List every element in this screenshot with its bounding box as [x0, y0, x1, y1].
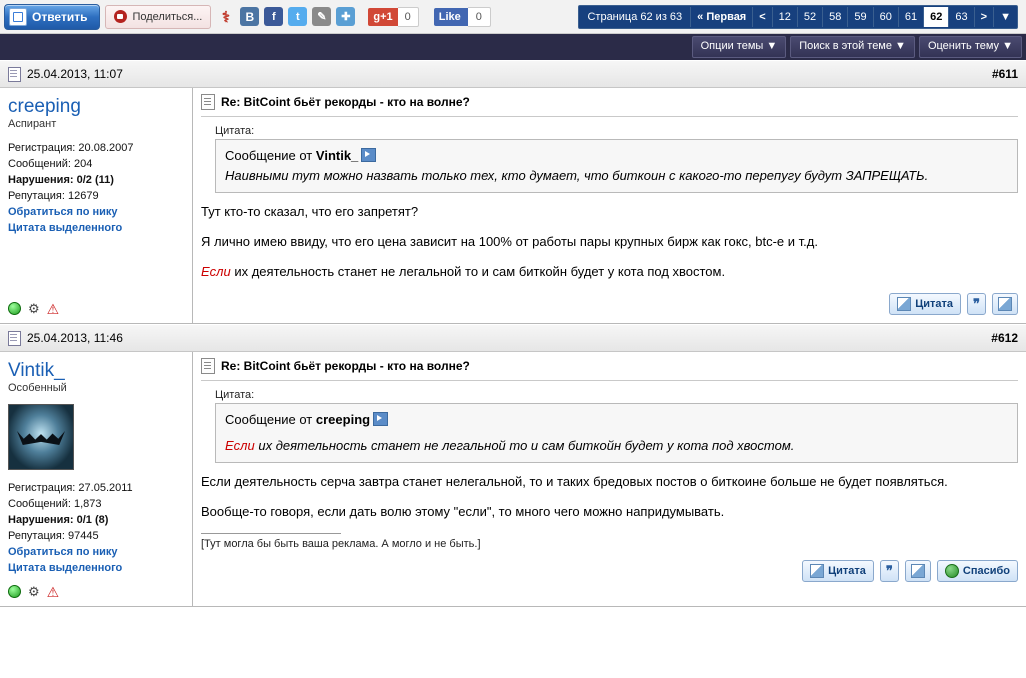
- goto-post-icon[interactable]: [361, 148, 376, 162]
- runet-icon[interactable]: ⚕: [221, 8, 230, 26]
- user-icon-row: [8, 302, 59, 315]
- share-icon: [114, 10, 127, 23]
- facebook-icon[interactable]: f: [264, 7, 283, 26]
- thanks-button[interactable]: [937, 560, 1018, 582]
- username-link[interactable]: Vintik_: [8, 360, 65, 381]
- user-rank: Аспирант: [8, 118, 57, 130]
- user-info: [0, 88, 193, 323]
- gplus-count: 0: [398, 7, 419, 27]
- page-prev-button[interactable]: <: [753, 7, 772, 27]
- quote-label: Цитата:: [215, 125, 255, 137]
- pencil-icon: [810, 564, 824, 578]
- quote-text-rest: их деятельность станет не легальной то и сам биткойн будет у кота под хвостом.: [254, 438, 795, 453]
- quote-button-label: Цитата: [915, 298, 953, 310]
- bat-icon: [17, 431, 65, 445]
- more-share-icon[interactable]: ✚: [336, 7, 355, 26]
- edit-button[interactable]: [992, 293, 1018, 315]
- quote-text: [225, 437, 1008, 455]
- thanks-button-label: Спасибо: [962, 565, 1010, 577]
- rate-thread-button[interactable]: Оценить тему ▼: [919, 36, 1022, 58]
- online-status-icon: [8, 585, 21, 598]
- fb-like-label: Like: [434, 8, 468, 26]
- post-number[interactable]: #611: [991, 67, 1018, 81]
- facebook-like[interactable]: [434, 7, 491, 27]
- post-header: [0, 60, 1026, 88]
- vkontakte-icon[interactable]: B: [240, 7, 259, 26]
- page-63-button[interactable]: 63: [949, 7, 974, 27]
- quote-source: [225, 411, 1008, 429]
- post-body: [0, 352, 1026, 606]
- post-title-text: Re: BitCoint бьёт рекорды - кто на волне?: [221, 359, 470, 373]
- quote-marks-icon: ❞: [885, 563, 893, 578]
- post-date: 25.04.2013, 11:46: [27, 331, 123, 345]
- page-62-current[interactable]: 62: [924, 7, 949, 27]
- post-number[interactable]: #612: [991, 331, 1018, 345]
- gplus-label: g+1: [368, 8, 397, 26]
- pencil-icon: [911, 564, 925, 578]
- post-title-icon: [201, 94, 215, 110]
- user-registration: Регистрация: 20.08.2007: [8, 142, 134, 154]
- post: [0, 60, 1026, 324]
- quote-source-user[interactable]: creeping: [315, 412, 371, 427]
- quote-source-prefix: Сообщение от: [225, 412, 313, 427]
- user-violations-value: 0/1 (8): [76, 514, 109, 526]
- signature-divider: [201, 533, 341, 534]
- quote-selected-link[interactable]: Цитата выделенного: [8, 222, 123, 234]
- quote-button[interactable]: [889, 293, 961, 315]
- google-plus-one[interactable]: [368, 7, 418, 27]
- warning-icon[interactable]: ⚠: [46, 300, 60, 317]
- post-title: [201, 94, 1018, 114]
- share-button[interactable]: [105, 5, 211, 29]
- fb-like-count: 0: [468, 7, 491, 27]
- user-messages: Сообщений: 204: [8, 158, 93, 170]
- signature-text: [Тут могла бы быть ваша реклама. А могло и не быть.]: [201, 538, 481, 550]
- post-title-icon: [201, 358, 215, 374]
- reply-button[interactable]: [4, 4, 100, 30]
- share-button-label: Поделиться...: [132, 10, 203, 23]
- post-title-text: Re: BitCoint бьёт рекорды - кто на волне?: [221, 95, 470, 109]
- search-thread-button[interactable]: Поиск в этой теме ▼: [790, 36, 915, 58]
- report-user-link[interactable]: Обратиться по нику: [8, 206, 118, 218]
- quote-label: Цитата:: [215, 389, 255, 401]
- page-58-button[interactable]: 58: [823, 7, 848, 27]
- quote-source: [225, 147, 1008, 165]
- page-next-button[interactable]: >: [975, 7, 994, 27]
- username-link[interactable]: creeping: [8, 96, 81, 117]
- post-paragraph: Вообще-то говоря, если дать волю этому "если", то много чего можно напридумывать.: [201, 504, 725, 519]
- user-violations: [8, 512, 184, 528]
- user-violations: [8, 172, 184, 188]
- online-status-icon: [8, 302, 21, 315]
- post-content: [193, 88, 1026, 323]
- quote-button[interactable]: [802, 560, 874, 582]
- reply-button-label: Ответить: [32, 9, 88, 24]
- pencil-icon: [998, 297, 1012, 311]
- twitter-icon[interactable]: t: [288, 7, 307, 26]
- quote-button-label: Цитата: [828, 565, 866, 577]
- reply-icon: [9, 8, 27, 26]
- post-title: [201, 358, 1018, 378]
- top-toolbar: [0, 0, 1026, 34]
- post-header: [0, 324, 1026, 352]
- user-violations-label: Нарушения:: [8, 514, 74, 526]
- edit-button[interactable]: [905, 560, 931, 582]
- quote-selected-link[interactable]: Цитата выделенного: [8, 562, 123, 574]
- page-12-button[interactable]: 12: [773, 7, 798, 27]
- pagination-label: Страница 62 из 63: [579, 7, 691, 27]
- page-59-button[interactable]: 59: [848, 7, 873, 27]
- multiquote-button[interactable]: [880, 560, 899, 582]
- post-actions: [201, 560, 1018, 582]
- user-reputation: Репутация: 97445: [8, 530, 99, 542]
- divider: [201, 380, 1018, 381]
- page-61-button[interactable]: 61: [899, 7, 924, 27]
- post-paragraph-highlight: [201, 263, 1018, 281]
- user-registration: Регистрация: 27.05.2011: [8, 482, 133, 494]
- quote-box: [215, 403, 1018, 463]
- user-reputation: Репутация: 12679: [8, 190, 99, 202]
- post: [0, 324, 1026, 607]
- user-messages: Сообщений: 1,873: [8, 498, 102, 510]
- quote-text: Наивными тут можно назвать только тех, кто думает, что биткоин с какого-то перепугу будут ЗАПРЕЩАТЬ.: [225, 168, 929, 183]
- post-body: [0, 88, 1026, 323]
- post-actions: [201, 293, 1018, 315]
- page-last-dropdown[interactable]: ▼: [994, 7, 1017, 27]
- post-content: [193, 352, 1026, 606]
- user-icon-row: [8, 585, 59, 598]
- report-user-link[interactable]: Обратиться по нику: [8, 546, 118, 558]
- pencil-icon: [897, 297, 911, 311]
- quote-source-user[interactable]: Vintik_: [315, 148, 359, 163]
- divider: [201, 116, 1018, 117]
- thread-nav-bar: [0, 34, 1026, 60]
- highlight-rest: их деятельность станет не легальной то и сам биткойн будет у кота под хвостом.: [230, 264, 726, 279]
- pagination: [578, 5, 1018, 29]
- quote-marks-icon: ❞: [973, 296, 980, 311]
- goto-post-icon[interactable]: [373, 412, 388, 426]
- gear-icon[interactable]: ⚙: [28, 300, 40, 316]
- post-date: 25.04.2013, 11:07: [27, 67, 123, 81]
- post-status-icon: [8, 331, 21, 346]
- post-paragraph: Если деятельность серча завтра станет нелегальной, то и таких бредовых постов о биткоине больше не будет появляться.: [201, 474, 948, 489]
- quote-box: [215, 139, 1018, 193]
- page-first-button[interactable]: « Первая: [691, 7, 753, 27]
- livejournal-icon[interactable]: ✎: [312, 7, 331, 26]
- user-info: [0, 352, 193, 606]
- page-52-button[interactable]: 52: [798, 7, 823, 27]
- user-rank: Особенный: [8, 382, 67, 394]
- highlight-word: Если: [201, 264, 231, 279]
- post-paragraph: Тут кто-то сказал, что его запретят?: [201, 204, 419, 219]
- user-violations-label: Нарушения:: [8, 174, 74, 186]
- thread-options-button[interactable]: Опции темы ▼: [692, 36, 787, 58]
- highlight-word: Если: [225, 438, 255, 453]
- gear-icon[interactable]: ⚙: [28, 583, 40, 599]
- multiquote-button[interactable]: [967, 293, 986, 315]
- user-violations-value: 0/2 (11): [76, 174, 114, 186]
- warning-icon[interactable]: ⚠: [46, 583, 60, 600]
- avatar[interactable]: [8, 404, 74, 470]
- quote-source-prefix: Сообщение от: [225, 148, 313, 163]
- post-status-icon: [8, 67, 21, 82]
- thanks-icon: [945, 564, 959, 578]
- page-60-button[interactable]: 60: [874, 7, 899, 27]
- post-paragraph: Я лично имею ввиду, что его цена зависит на 100% от работы пары крупных бирж как гокс, btc-e и т.д.: [201, 234, 818, 249]
